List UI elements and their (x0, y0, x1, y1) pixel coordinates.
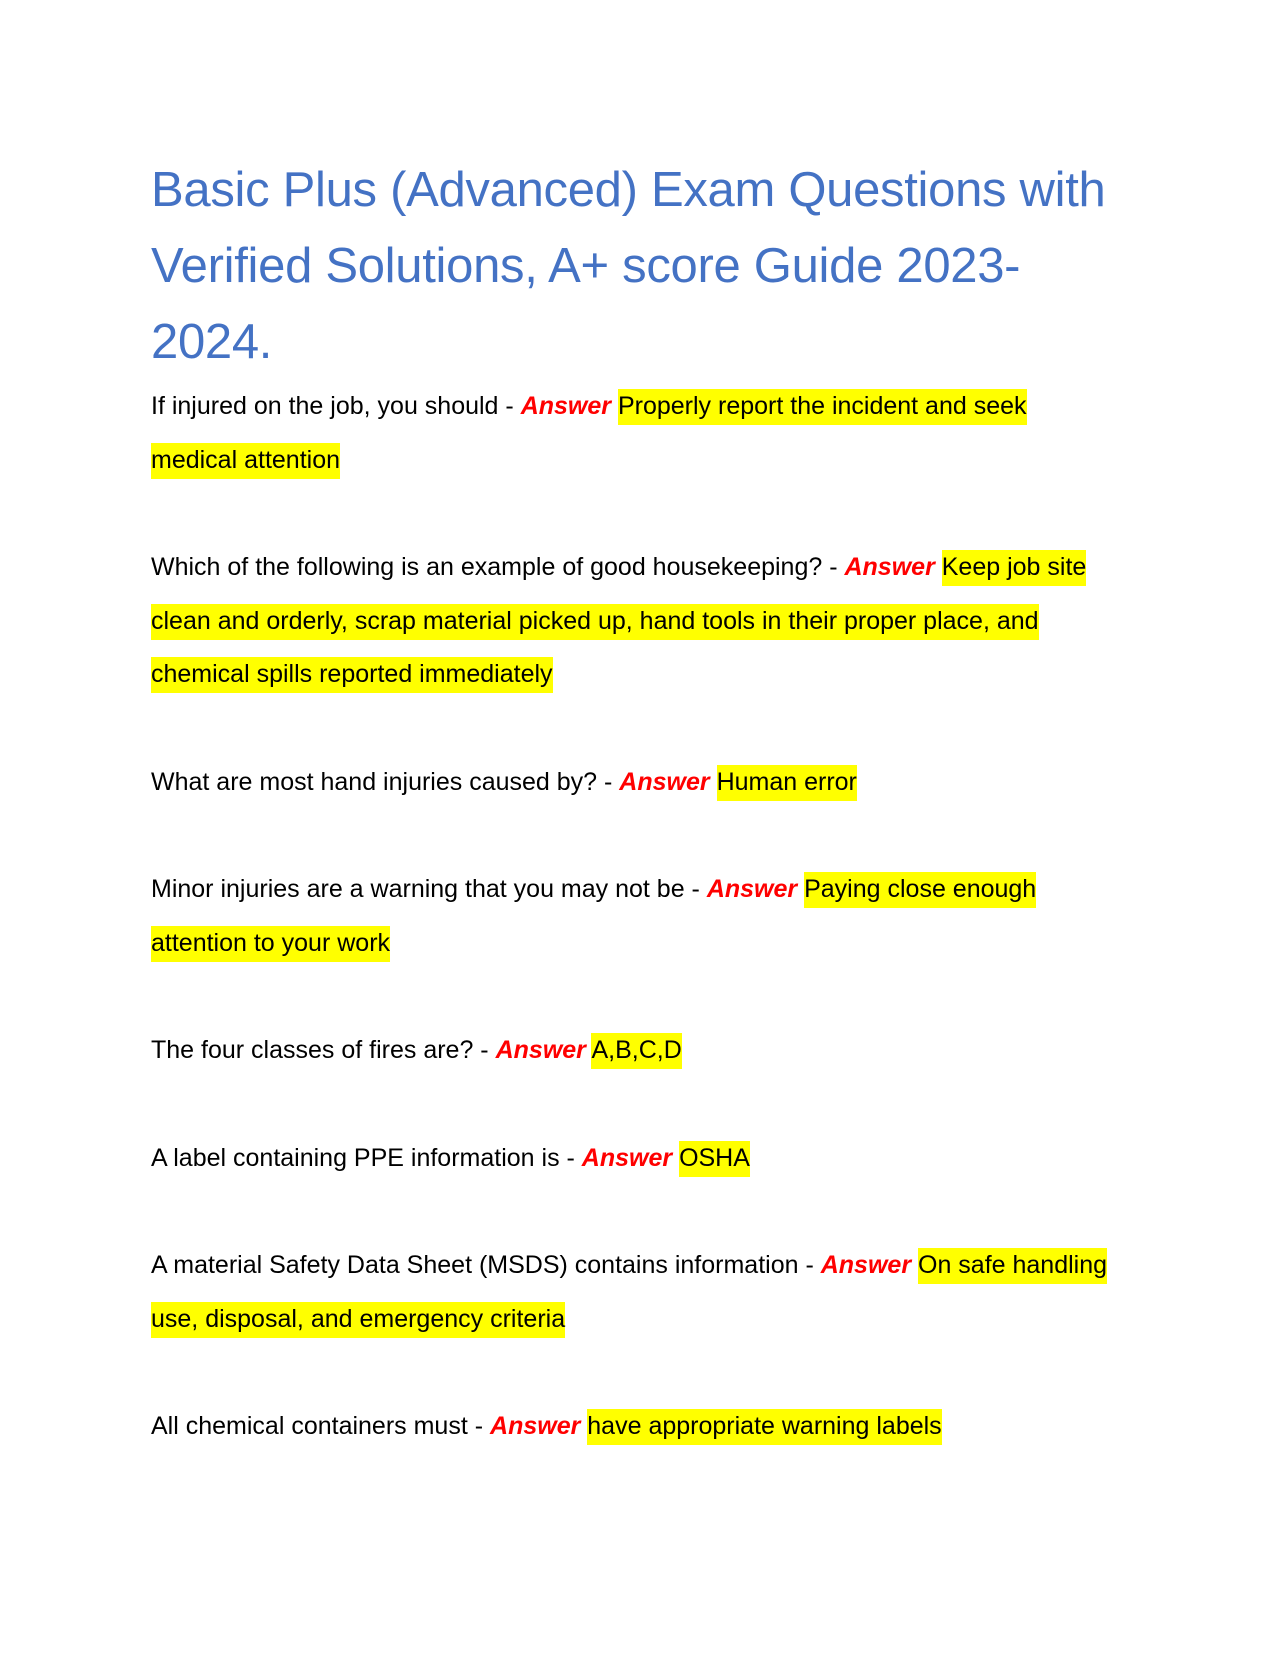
question-text: A label containing PPE information is - (151, 1143, 582, 1172)
answer-label: Answer (495, 1036, 586, 1064)
question-text: A material Safety Data Sheet (MSDS) contains information - (151, 1251, 821, 1279)
qa-item-4 (151, 863, 1111, 970)
question-text: The four classes of fires are? - (151, 1036, 496, 1064)
document-title: Basic Plus (Advanced) Exam Questions with Verified Solutions, A+ score Guide 2023-2024. (151, 163, 1106, 369)
qa-item-8 (151, 1400, 1111, 1454)
question-text: Minor injuries are a warning that you may not be - (151, 875, 707, 903)
answer-label: Answer (581, 1143, 673, 1172)
answer-label: Answer (844, 553, 935, 581)
question-text: If injured on the job, you should - (151, 392, 521, 420)
qa-list (151, 380, 1111, 1454)
qa-item-7 (151, 1239, 1111, 1346)
answer-text: Paying close enough attention to your work (151, 872, 1036, 962)
answer-label: Answer (619, 767, 710, 796)
answer-text: On safe handling use, disposal, and emergency criteria (151, 1248, 1107, 1338)
answer-label: Answer (706, 875, 798, 903)
question-text: What are most hand injuries caused by? - (151, 767, 620, 796)
answer-text: OSHA (679, 1141, 750, 1177)
question-text: Which of the following is an example of good housekeeping? - (151, 553, 845, 581)
answer-text: have appropriate warning labels (587, 1409, 941, 1445)
question-text: All chemical containers must - (151, 1412, 491, 1440)
answer-label: Answer (820, 1251, 912, 1279)
answer-label: Answer (520, 392, 611, 420)
answer-text: Human error (717, 765, 857, 801)
document-content (151, 152, 1111, 1508)
answer-text: Keep job site clean and orderly, scrap material picked up, hand tools in their proper place, and chemical spills reported immediately (151, 550, 1086, 693)
answer-text: A,B,C,D (591, 1033, 681, 1069)
answer-label: Answer (490, 1412, 581, 1440)
answer-text: Properly report the incident and seek medical attention (151, 389, 1027, 479)
qa-item-2 (151, 541, 1111, 702)
qa-item-6 (151, 1132, 1111, 1186)
qa-item-3 (151, 756, 1111, 810)
qa-item-5 (151, 1024, 1111, 1078)
qa-item-1 (151, 380, 1111, 487)
